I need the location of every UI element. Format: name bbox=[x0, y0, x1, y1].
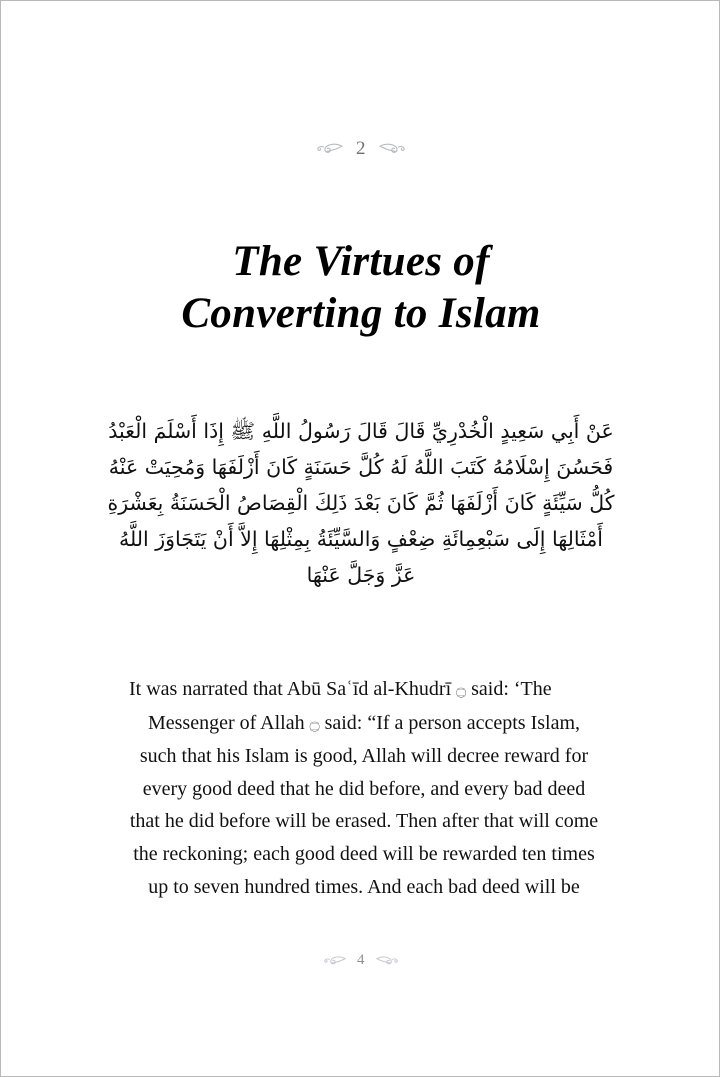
arabic-hadith-text bbox=[101, 413, 621, 593]
arabic-line: أَمْثَالِهَا إِلَى سَبْعِمِائَةِ ضِعْفٍ وَالسَّيِّئَةُ بِمِثْلِهَا إِلاَّ أَنْ يَتَجَاوَزَ اللَّهُ bbox=[118, 527, 604, 551]
translation-line-4: every good deed that he did before, and every bad deed bbox=[142, 777, 586, 800]
arabic-line: كُلُّ سَيِّئَةٍ كَانَ أَزْلَفَهَا ثُمَّ كَانَ بَعْدَ ذَلِكَ الْقِصَاصُ الْحَسَنَةُ بِعَشْرَةِ bbox=[107, 491, 615, 515]
arabic-line: فَحَسُنَ إِسْلَامُهُ كَتَبَ اللَّهُ لَهُ كُلَّ حَسَنَةٍ كَانَ أَزْلَفَهَا وَمُحِيَتْ عَنْهُ bbox=[108, 455, 614, 479]
chapter-title-line-1: The Virtues of bbox=[232, 237, 490, 285]
flourish-right-icon bbox=[379, 141, 405, 157]
chapter-ornament-row bbox=[317, 139, 405, 158]
flourish-left-icon bbox=[324, 954, 346, 968]
translation-line-1: It was narrated that Abū Saʿīd al-Khudrī ۝ said: ‘The bbox=[129, 678, 552, 700]
translation-line-3: such that his Islam is good, Allah will decree reward for bbox=[139, 745, 589, 768]
translation-line-6: the reckoning; each good deed will be rewarded ten times bbox=[133, 842, 595, 865]
honorific-glyph-icon: ۝ bbox=[309, 713, 320, 734]
honorific-glyph-icon: ۝ bbox=[456, 680, 467, 700]
chapter-title bbox=[61, 236, 661, 340]
footer-ornament-row bbox=[324, 953, 398, 968]
page-number: 4 bbox=[357, 952, 365, 968]
translation-line-2: Messenger of Allah ۝ said: “If a person accepts Islam, bbox=[147, 711, 581, 734]
chapter-title-line-2: Converting to Islam bbox=[181, 289, 541, 337]
flourish-left-icon bbox=[317, 141, 343, 157]
chapter-number: 2 bbox=[356, 138, 366, 159]
translation-line-5: that he did before will be erased. Then after that will come bbox=[129, 810, 599, 833]
arabic-line: عَنْ أَبِي سَعِيدٍ الْخُدْرِيِّ قَالَ قَالَ رَسُولُ اللَّهِ ﷺ إِذَا أَسْلَمَ الْعَبْدُ bbox=[108, 419, 614, 443]
translation-line-7: up to seven hundred times. And each bad deed will be bbox=[148, 875, 580, 898]
flourish-right-icon bbox=[376, 954, 398, 968]
page-footer bbox=[1, 953, 720, 973]
english-translation bbox=[129, 673, 599, 903]
arabic-line: عَزَّ وَجَلَّ عَنْهَا bbox=[306, 563, 416, 587]
chapter-header bbox=[1, 139, 720, 162]
